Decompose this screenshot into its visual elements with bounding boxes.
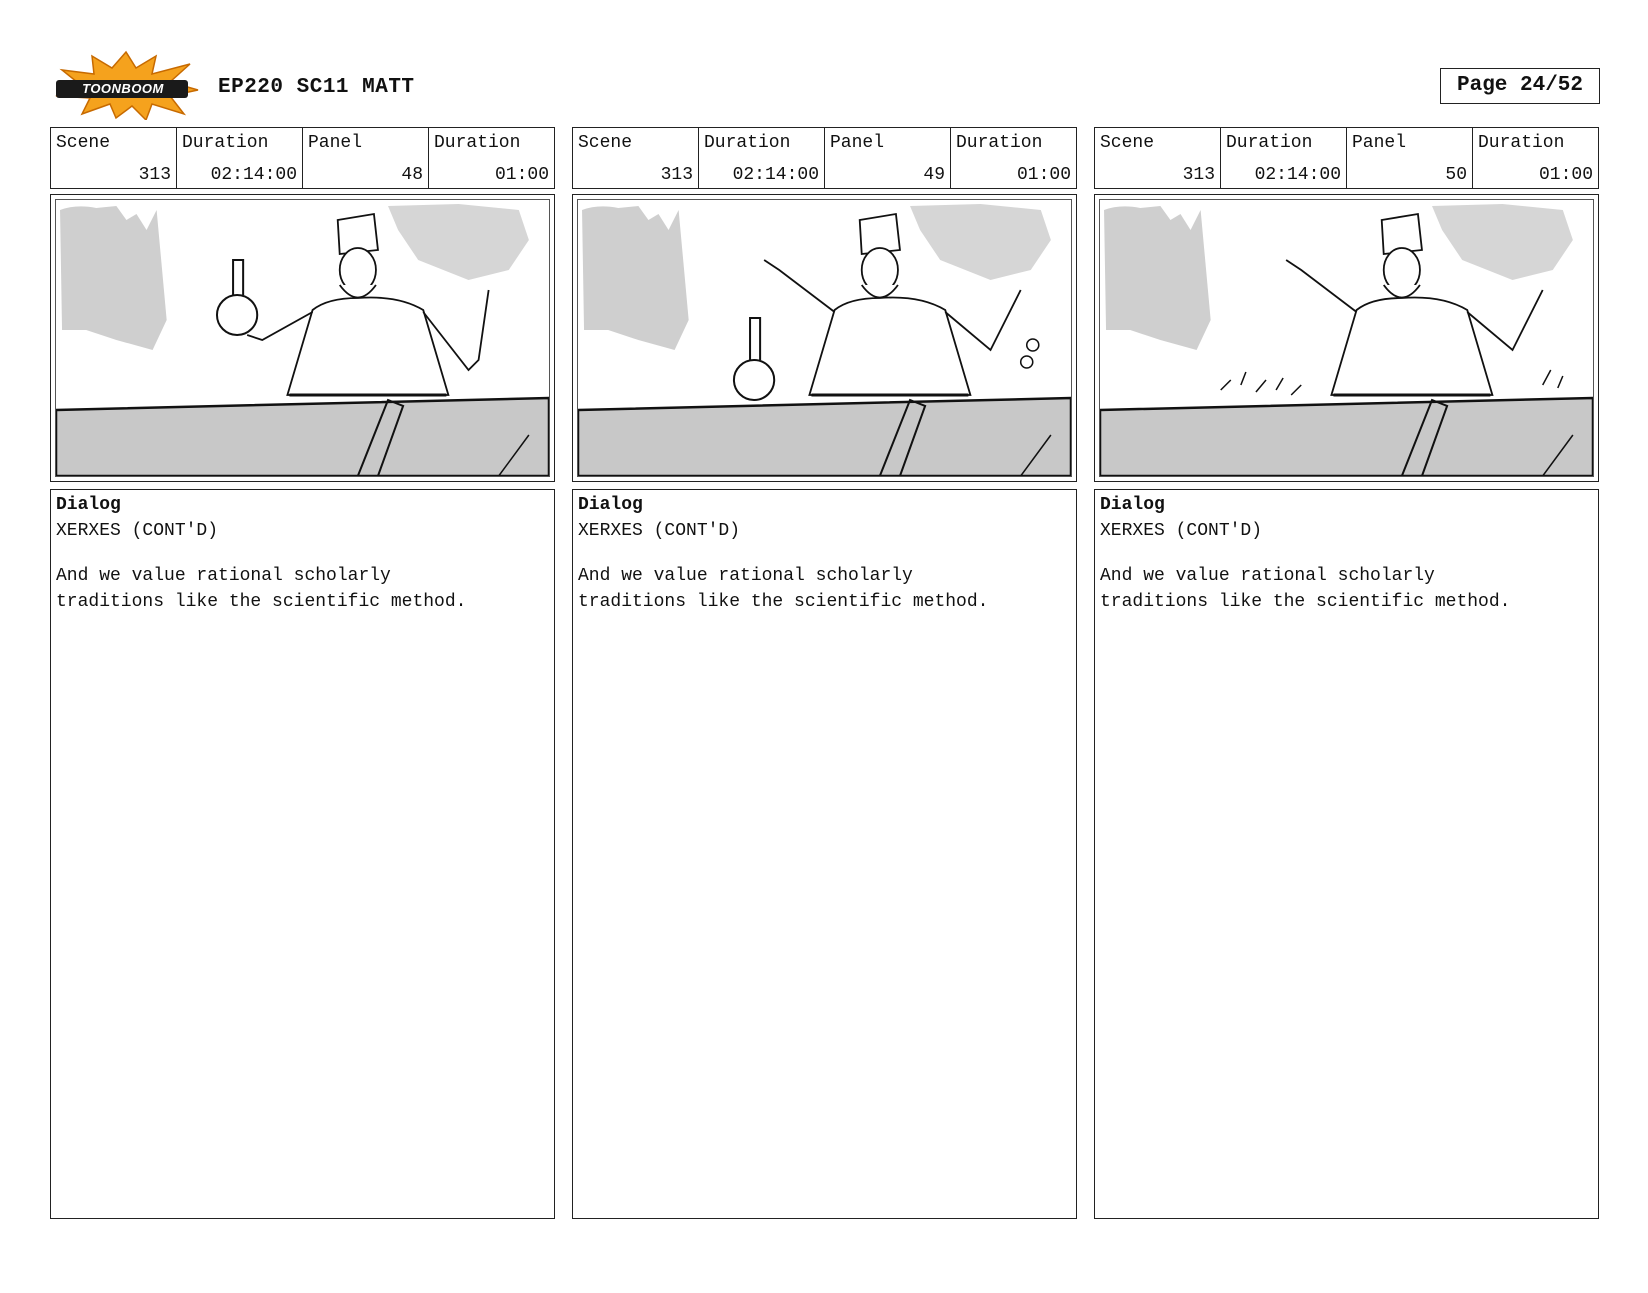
storyboard-frame [572, 194, 1077, 482]
dialog-heading: Dialog [56, 495, 121, 515]
scene-duration-value: 02:14:00 [1254, 165, 1341, 185]
panel-cell [303, 128, 429, 188]
panel-duration-cell [951, 128, 1076, 188]
scene-value: 313 [138, 165, 171, 185]
document-title: EP220 SC11 MATT [218, 76, 415, 99]
dialog-line: And we value rational scholarly traditions like the scientific method. [578, 566, 989, 612]
logo-text: TOONBOOM [82, 81, 164, 96]
scene-label: Scene [1100, 133, 1155, 153]
scene-duration-cell [699, 128, 825, 188]
sketch-image [1099, 199, 1594, 477]
panel-value: 50 [1445, 165, 1467, 185]
panel-cell [1347, 128, 1473, 188]
scene-value: 313 [660, 165, 693, 185]
duration-label: Duration [1478, 133, 1565, 153]
panel-column [572, 127, 1077, 1219]
dialog-heading: Dialog [1100, 495, 1165, 515]
scene-cell [573, 128, 699, 188]
panel-value: 48 [401, 165, 423, 185]
sketch-image [577, 199, 1072, 477]
dialog-heading: Dialog [578, 495, 643, 515]
toonboom-logo [52, 50, 200, 120]
dialog-line: And we value rational scholarly traditions like the scientific method. [56, 566, 467, 612]
dialog-character: XERXES (CONT'D) [56, 521, 219, 541]
dialog-box [1094, 489, 1599, 1219]
panel-info-header [572, 127, 1077, 189]
panel-label: Panel [1352, 133, 1407, 153]
dialog-line: And we value rational scholarly traditions like the scientific method. [1100, 566, 1511, 612]
panel-column [1094, 127, 1599, 1219]
panel-column [50, 127, 555, 1219]
panel-duration-cell [1473, 128, 1598, 188]
storyboard-frame [50, 194, 555, 482]
scene-label: Scene [56, 133, 111, 153]
duration-label: Duration [1226, 133, 1313, 153]
scene-duration-value: 02:14:00 [210, 165, 297, 185]
panel-duration-value: 01:00 [1538, 165, 1593, 185]
dialog-box [50, 489, 555, 1219]
panel-label: Panel [308, 133, 363, 153]
duration-label: Duration [956, 133, 1043, 153]
panel-info-header [50, 127, 555, 189]
dialog-box [572, 489, 1077, 1219]
panel-duration-cell [429, 128, 554, 188]
panel-label: Panel [830, 133, 885, 153]
sketch-image [55, 199, 550, 477]
page-counter: Page 24/52 [1440, 68, 1600, 104]
scene-value: 313 [1182, 165, 1215, 185]
duration-label: Duration [182, 133, 269, 153]
panel-cell [825, 128, 951, 188]
scene-label: Scene [578, 133, 633, 153]
dialog-character: XERXES (CONT'D) [578, 521, 741, 541]
dialog-character: XERXES (CONT'D) [1100, 521, 1263, 541]
panel-info-header [1094, 127, 1599, 189]
panel-value: 49 [923, 165, 945, 185]
scene-duration-cell [1221, 128, 1347, 188]
duration-label: Duration [704, 133, 791, 153]
panel-duration-value: 01:00 [494, 165, 549, 185]
scene-duration-cell [177, 128, 303, 188]
storyboard-frame [1094, 194, 1599, 482]
panel-duration-value: 01:00 [1016, 165, 1071, 185]
scene-cell [1095, 128, 1221, 188]
duration-label: Duration [434, 133, 521, 153]
scene-duration-value: 02:14:00 [732, 165, 819, 185]
scene-cell [51, 128, 177, 188]
